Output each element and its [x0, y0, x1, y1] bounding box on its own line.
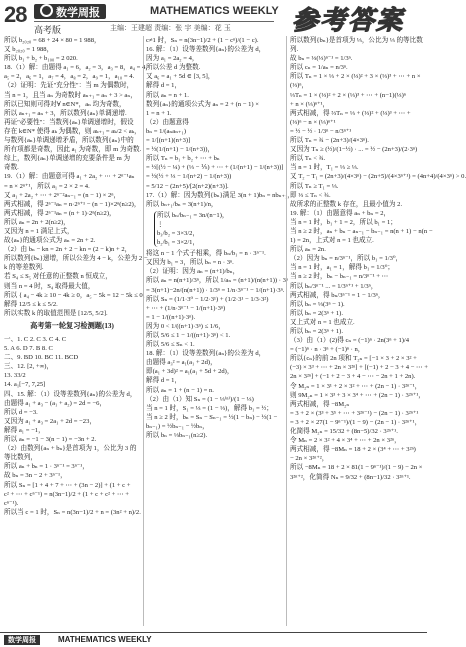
text-line: 将这 n − 1 个式子相乘，得 bₙ/b₁ = n · 3ⁿ⁻¹. — [146, 250, 266, 258]
column-divider — [143, 36, 144, 626]
text-line: 所以 cₙ = 1/aₙ = n/3ⁿ. — [290, 64, 348, 72]
answer-line: 所以当 c = 1 时，Sₙ = n(3n−1)/2 + n = (3n² + n)/2. — [4, 508, 141, 516]
text-line: 2n × 3²ⁿ] + (−1 + 2 − 3 + 4 − ⋯ − 2n + 1 + 2n). — [290, 373, 416, 381]
exam-section-title: 高考第一轮复习检测题(13) — [30, 321, 114, 330]
text-line: 再证"必要性"：当数列{aₙ}单调递增时，假设 — [4, 118, 134, 126]
text-line: + n × (⅓)ⁿ⁺¹， — [290, 100, 330, 108]
text-line: 令 M₂ₙ = 1 × 3¹ + 2 × 3² + ⋯ + (2n − 1) · 3²ⁿ⁻¹， — [290, 382, 422, 390]
column-divider — [286, 36, 287, 626]
newspaper-title: MATHEMATICS WEEKLY — [150, 5, 279, 17]
text-line: 所以已知则可得对∀ n∈N*，aₙ 均为奇数， — [4, 100, 126, 108]
text-line: 所以 aₙ = 2n. — [290, 246, 326, 254]
text-line: 当 n = 1，且当 aₙ 为奇数时 aₙ₊₁ = aₙ + 3 > aₙ， — [4, 91, 137, 99]
text-line: 两式相减，得 ⅔Tₙ = ⅓ + (⅓)² + (⅓)³ + ⋯ + — [290, 109, 411, 117]
edition-label: 高考版 — [34, 26, 62, 36]
text-line: = ½[(½ − ¼) + (⅓ − ⅕) + ⋯ + (1/(n+1) − 1/(n+3))] — [146, 164, 284, 172]
text-line: 又 a₆ = a₁ + 5d ∈ [3, 5]， — [146, 73, 215, 81]
text-line: 综上，数列{aₙ}单调递增的充要条件是 m 为 — [4, 155, 131, 163]
answer-line: 所以 Sₙ = [1 + 4 + 7 + ⋯ + (3n − 2)] + (1 + c + — [4, 481, 131, 489]
text-line: 当 n = 1 时，T₁ = ⅓ ≥ ⅓. — [290, 164, 359, 172]
text-line: b₃/b₂ = 3×3/2， — [157, 229, 200, 237]
product-system-brace — [154, 211, 229, 247]
text-line: 解得 d = 1， — [146, 377, 182, 385]
text-line: 所以 bₙ = ⅓bₙ₋₁(n≥2). — [146, 432, 208, 440]
text-line: 17.（1）解：因为数列{bₙ}满足 3(n + 1)bₙ = nbₙ₊₁， — [146, 191, 294, 199]
answer-line: 解得 a₁ = −1， — [4, 426, 45, 434]
text-line: c≠1 时，Sₙ = n(3n−1)/2 + (1 − cⁿ)/(1 − c). — [146, 37, 259, 44]
text-line: ⅓Tₙ = 1 × (⅓)² + 2 × (⅓)³ + ⋯ + (n−1)(⅓)ⁿ — [290, 91, 406, 99]
text-line: + ⋯ + (1/n·3ⁿ⁻¹ − 1/(n+1)·3ⁿ) — [146, 304, 226, 312]
answer-line: 故 bₙ = 3n − 2 + 3ⁿ⁻¹， — [4, 472, 67, 480]
text-line: 所以实数 k 的取值范围是 [12/5, 5/2]. — [4, 309, 108, 317]
text-line: 当 n = 1 时，b₁ + 1 = 2，所以 b₁ = 1； — [290, 218, 397, 226]
answer-line: 二、9. BD 10. BC 11. BCD — [4, 354, 79, 362]
text-line: 所以 bₙ/bₙ₋₁ = 3n/(n−1)， — [157, 211, 229, 219]
text-line: 故{aₙ}的通项公式为 aₙ = 2n + 2. — [4, 237, 96, 245]
text-line: （2）证明：先证"充分性"：当 m 为偶数时， — [4, 82, 134, 90]
text-line: 则 9M₂ₙ = 1 × 3³ + 3 × 3⁴ + ⋯ + (2n − 1) · 3²ⁿ⁺¹， — [290, 391, 425, 399]
text-line: − 2n × 3²ⁿ⁺²， — [290, 455, 329, 463]
answer-line: 14. a₁[−7, 7,25] — [4, 381, 46, 389]
text-line: = 5/12 − (2n+5)/[2(n+2)(n+3)]. — [146, 182, 229, 190]
text-line: 则当 n = 4 时，S₄ 取得最大值， — [4, 282, 95, 290]
page-number: 28 — [4, 2, 27, 27]
text-line: 所以 bₙ = ⅓(3ⁿ − 1). — [290, 300, 345, 308]
text-line: (⅓)ⁿ， — [290, 82, 309, 90]
text-line: 19.（1）解：由题意可得 a₁ + 2a₂ + ⋯ + 2ⁿ⁻¹aₙ — [4, 173, 135, 181]
answer-line: 所以 aₙ = −1 − 3(n − 1) = −3n + 2. — [4, 436, 97, 444]
text-line: 3²ⁿ⁺²，化简得 Nₙ = 9/32 + (8n−1)/32 · 3²ⁿ⁺¹. — [290, 473, 411, 481]
text-line: 两式相减，得 −8Mₙ = 18 + 2 × (3⁴ + ⋯ + 3²ⁿ) — [290, 446, 416, 454]
text-line: bₙ = 1/(aₙaₙ₊₁) — [146, 127, 187, 135]
text-line: （2）证明：因为 aₙ = (n+1)/bₙ， — [146, 268, 240, 276]
answer-line: 又因为 a₁ + a₃ = 2a₁ + 2d = −23， — [4, 417, 96, 425]
text-line: 所以 Tₙ = ¾ − (2n+3)/(4×3ⁿ). — [290, 137, 369, 145]
answer-line: 所以 aₙ + bₙ = 1 · 3ⁿ⁻¹ = 3ⁿ⁻¹， — [4, 463, 89, 471]
text-line: 所以 Sₙ = (1/1·3⁰ − 1/2·3¹) + (1/2·3¹ − 1/3·3²) — [146, 295, 269, 303]
text-line: 所以 aₙ = 2n + 2(n≥2)， — [4, 218, 70, 226]
text-line: 1) = 2n，上式对 n = 1 也成立. — [290, 237, 374, 245]
text-line: k 的等差数列. — [4, 264, 44, 272]
column-right — [290, 36, 466, 631]
text-line: 又 T₂ − T₁ = (2n+3)/(4×3ⁿ) − (2n+5)/(4×3ⁿ⁺¹) = (4n+4)/(4×3ⁿ) > 0. — [290, 173, 466, 181]
text-line: 当 n ≥ 2 时，bₙ = Sₙ − Sₙ₋₁ = ½(1 − bₙ) − ½(1 − — [146, 413, 278, 421]
answer-list — [4, 335, 140, 517]
text-line: 存在 k∈N* 使得 aₖ 为偶数，则 aₖ₊₁ = aₖ/2 < aₖ， — [4, 127, 141, 135]
answer-line: 三、12. [2, +∞)， — [4, 363, 54, 371]
text-line: = 3 + 2 × 27(1 − 9ⁿ⁻¹)/(1 − 9) − (2n − 1) · 3²ⁿ⁺¹， — [290, 418, 422, 426]
text-line: = ½ − ½ · 1/3ⁿ − n/3ⁿ⁺¹ — [290, 127, 352, 135]
text-line: 又上式对 n = 1 也成立. — [290, 318, 355, 326]
text-line: 故所求的正整数 k 存在，且最小值为 2. — [290, 200, 403, 208]
text-line: b₂/b₁ = 3×2/1， — [157, 239, 200, 247]
text-line: = 1/[(n+1)(n+3)] — [146, 137, 191, 145]
answer-line: 一、1. C 2. C 3. C 4. C — [4, 336, 67, 343]
text-line: （2）由题意得 — [146, 118, 189, 126]
text-line: （2）由（1）知 Sₙ = (1 − ⅓⁽ⁿ⁾)/(1 − ⅓) — [146, 395, 254, 403]
text-line: 所以 bₙ = 2(3ⁿ + 1). — [290, 328, 344, 335]
text-line: 所以 bₙ/3ⁿ⁻¹ ... = 1/3ⁿ⁺¹ + 1/3ⁿ， — [290, 282, 378, 290]
text-line: 16. 解：（1）设等差数列{aₙ}的公差为 d， — [146, 46, 266, 54]
text-line: 所以 Tₙ = 1 × ⅓ + 2 × (⅓)² + 3 × (⅓)³ + ⋯ + n × — [290, 73, 421, 81]
col1-solutions — [4, 36, 152, 318]
text-line: 所以 { a₄ − 4k ≥ 10 − 4k ≥ 0，a₅ − 5k = 12 − 5k ≤ 0， — [4, 291, 150, 299]
newspaper-logo — [34, 4, 106, 19]
text-line: 所以 b₁ + b₂ + b₁₀₀ = 2 020. — [4, 55, 78, 63]
text-line: 列. — [290, 46, 299, 54]
text-line: 由题得 a₃² = a₁(a₁ + 2d)， — [146, 359, 217, 367]
page-header — [0, 0, 427, 36]
column-middle — [146, 36, 294, 631]
text-line: 所以 bₙ₊₁/bₙ = 3(n+1)/n， — [146, 200, 218, 208]
answer-line: c² + ⋯ + cⁿ⁻¹) = n(3n−1)/2 + (1 + c + c² + ⋯ + — [4, 490, 129, 498]
footer-logo: 数学周报 — [4, 635, 40, 645]
text-line: 18. 解：（1）设等差数列{aₙ}的公差为 d， — [146, 350, 266, 358]
text-line: ⋮ — [157, 220, 164, 228]
text-line: 因为 0 < 1/((n+1)·3ⁿ) ≤ 1/6， — [146, 322, 225, 330]
text-line: 又因为 Tₙ ≥ (½)/(1−½) · ... = ½ − (2n+3)/(2·3ⁿ) — [290, 146, 418, 154]
logo-circle-icon — [40, 4, 53, 17]
text-line: bₙ₋₁) = ½bₙ₋₁ − ½bₙ， — [146, 422, 209, 430]
text-line: = (−1)ⁿ · n · 3ⁿ + (−1)ⁿ · n， — [290, 346, 365, 354]
text-line: 所以 bₙ = 2(3ⁿ + 1). — [290, 309, 344, 317]
text-line: 奇数. — [4, 164, 19, 172]
text-line: 又因为 n = 1 满足上式， — [4, 227, 74, 235]
text-line: 所以 aₙ = n + 1. — [146, 91, 189, 99]
text-line: 故 bₙ = ⅓(⅓)ⁿ⁻¹ = 1/3ⁿ. — [290, 55, 353, 63]
logo-text: 数学周报 — [56, 6, 100, 19]
text-line: 当 n = 1 时，a₁ = 1，解得 b₁ = 1/3⁰； — [290, 264, 394, 272]
text-line: 所以 b₂₀₂₀ = 68 + 24 × 80 = 1 988， — [4, 37, 101, 44]
text-line: 与数列{aₙ}单调递增矛盾，所以数列{aₙ}中的 — [4, 137, 134, 145]
text-line: 当 n ≥ 2 时，bₙ − bₙ₋₁ = n/3ⁿ⁻¹ + ⋯ — [290, 273, 389, 281]
text-line: 又因为 b₁ = 3，所以 bₙ = n · 3ⁿ. — [146, 259, 234, 267]
text-line: 即(a₁ + 3d)² = a₁(a₁ + 5d + 2d)， — [146, 368, 234, 376]
text-line: 又 b₂₀₂₀ = 1 988， — [4, 46, 54, 54]
text-line: （3）由（1）(2)得 cₙ = (−1)ⁿ · 2n(3ⁿ + 1)/4 — [290, 337, 410, 345]
editor-credits: 主编：王建超 责编：张 宇 美编：花 玉 — [110, 24, 231, 32]
text-line: 所以 Tₙ ≥ T₁ = ⅓. — [290, 182, 339, 190]
text-line: 所以 5/6 ≤ 1 − 1/((n+1)·3ⁿ) < 1. — [146, 332, 231, 339]
answer-line: 5. A 6. D 7. B 8. C — [4, 345, 53, 353]
text-line: 当 n ≥ 2 时，aₙ + bₙ − aₙ₋₁ − bₙ₋₁ = n(n + 1) − n(n − — [290, 227, 433, 235]
text-line: 即 ⅓ ≤ Tₙ < ¾. — [290, 191, 331, 199]
text-line: (⅓)ⁿ − n × (⅓)ⁿ⁺¹ — [290, 118, 336, 126]
text-line: 所以数列{bₙ}递增，所以公差为 4 − k，公差为 2 − — [4, 255, 148, 263]
text-line: (−3) × 3³ + ⋯ + 2n × 3²ⁿ] + [(−1) + 2 − 3 + 4 − ⋯ + — [290, 364, 429, 372]
text-line: 所以 Tₙ < ¾. — [290, 155, 326, 163]
text-line: = 1 − 1/((n+1)·3ⁿ). — [146, 313, 196, 321]
text-line: 两式相减，得 2ⁿ⁻¹aₙ = (n + 1)·2ⁿ(n≥2)， — [4, 209, 116, 217]
text-line: 当 n = 1 时，S₁ = ⅓ = (1 − ⅓)，解得 b₁ = ½； — [146, 404, 273, 412]
text-line: （2）因为 bₙ = n/3ⁿ⁻¹，所以 b₁ = 1/3⁰， — [290, 255, 403, 263]
answer-line: 等比数列， — [4, 454, 37, 462]
text-line: = 3 + 2 × (3³ + 3⁵ + ⋯ + 3²ⁿ⁻¹) − (2n − 1) · 3²ⁿ⁺¹ — [290, 409, 419, 417]
text-line: 所以公差 d 为整数. — [146, 64, 201, 72]
text-line: 所有项都是奇数，因此 a₁ 为奇数，即 m 为奇数. — [4, 146, 142, 154]
text-line: = 3(n+1)−2n/(n(n+1)) · 1/3ⁿ = 1/n·3ⁿ⁻¹ − 1/(n+1)·3ⁿ. — [146, 286, 285, 294]
text-line: 19. 解：（1）由题意得 aₙ + bₙ = 2， — [290, 209, 391, 217]
text-line: 所以 −8Mₙ = 18 + 2 × 81(1 − 9ⁿ⁻¹)/(1 − 9) − 2n × — [290, 464, 423, 472]
text-line: 所以 Tₙ = b₁ + b₂ + ⋯ + bₙ — [146, 155, 220, 163]
text-line: 所以 aₙ = 1 + (n − 1) = n. — [146, 386, 214, 394]
text-line: = n × 2ⁿ⁺¹，所以 a₁ = 2 × 2 = 4. — [4, 182, 90, 190]
text-line: 所以数列{bₙ}是首项为 ⅓，公比为 ⅓ 的等比数 — [290, 37, 423, 44]
answer-line: cⁿ⁻¹). — [4, 499, 19, 507]
text-line: 解得 12/5 ≤ k ≤ 5/2. — [4, 300, 58, 308]
header-rule — [34, 21, 274, 22]
text-line: 1 = n + 1. — [146, 109, 172, 117]
text-line: 两式相减，得 −8M₂ₙ — [290, 400, 350, 408]
text-line: 两式相减，得 bₙ/3ⁿ⁻¹ = 1 − 1/3ⁿ， — [290, 291, 385, 299]
text-line: 因为 a₁ = 2a₂ = 4， — [146, 55, 199, 63]
text-line: 数列{aₙ}的通项公式为 aₙ = 2 + (n − 1) × — [146, 100, 259, 108]
text-line: 两式相减，得 2ⁿ⁻¹aₙ = n·2ⁿ⁺¹ − (n − 1)×2ⁿ(n≥2)， — [4, 200, 141, 208]
text-line: 18.（1）解：由题得 a₁ = 6，a₂ = 3，a₃ = 8，a₄ = 4， — [4, 64, 152, 72]
page-footer — [0, 632, 427, 647]
text-line: （2）由 bₙ − kn = 2n + 2 − kn = (2 − k)n + 2， — [4, 246, 132, 254]
text-line: = ½(½ + ⅓ − 1/(n+2) − 1/(n+3)) — [146, 173, 232, 181]
answer-line: （2）由数列{aₙ + bₙ}是首项为 1，公比为 3 的 — [4, 445, 137, 453]
answer-line: 13. 33/2 — [4, 372, 26, 380]
text-line: 若 S₄ ≤ S₅ 对任意的正整数 n 恒成立， — [4, 273, 112, 281]
text-line: 所以 5/6 ≤ Sₙ < 1. — [146, 341, 195, 349]
text-line: 令 Mₙ = 2 × 3² + 4 × 3⁴ + ⋯ + 2n × 3²ⁿ， — [290, 437, 401, 445]
column-left — [4, 36, 152, 631]
text-line: 所以 aₙ₊₁ = aₙ + 3，所以数列{aₙ}单调递增. — [4, 109, 127, 117]
answer-key-stamp: 参考答案 — [292, 6, 405, 36]
text-line: 解得 d = 1， — [146, 82, 182, 90]
footer-title: MATHEMATICS WEEKLY — [58, 635, 152, 644]
answer-line: 所以 d = −3. — [4, 408, 38, 416]
text-line: 所以{cₙ}的前 2n 项和 T₂ₙ = [−1 × 3 + 2 × 3² + — [290, 355, 417, 363]
text-line: 化简得 M₂ₙ = 15/32 + (8n−5)/32 · 3²ⁿ⁺¹. — [290, 428, 398, 436]
text-line: 又 a₁ + 2a₂ + ⋯ + 2ⁿ⁻²aₙ₋₁ = (n − 1) × 2ⁿ， — [4, 191, 121, 199]
text-line: a₅ = 2，a₆ = 1，a₇ = 4，a₈ = 2，a₉ = 1，a₁₀ = 4. — [4, 73, 135, 81]
answer-line: 由题得 a₁ + a₃ − (a₁ + a₂) = 2d = −6， — [4, 399, 107, 407]
text-line: = ½(1/(n+1) − 1/(n+3))， — [146, 146, 214, 154]
text-line: 所以 aₙ = n(n+1)/3ⁿ，所以 1/aₙ = (n+1)/(n(n+1)) · 3ⁿ — [146, 277, 288, 285]
answer-line: 四、15. 解：（1）设等差数列{aₙ}的公差为 d， — [4, 390, 137, 398]
